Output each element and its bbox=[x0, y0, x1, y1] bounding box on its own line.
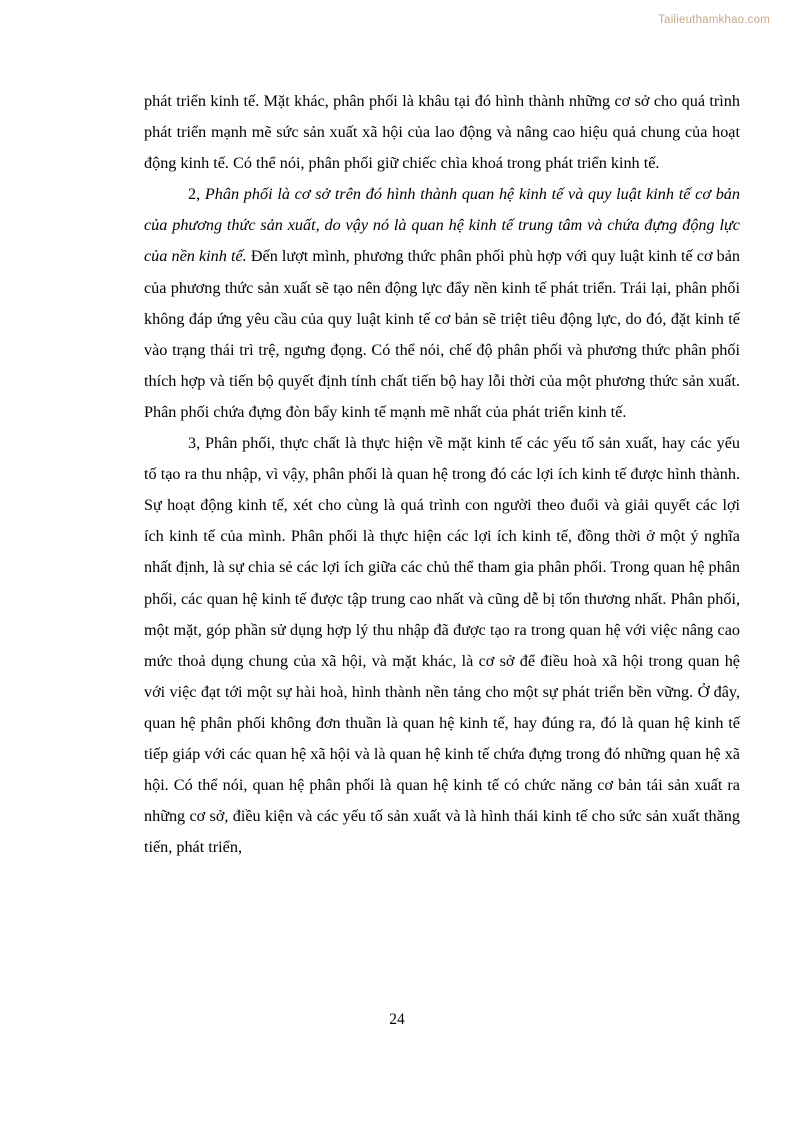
paragraph-text: 3, Phân phối, thực chất là thực hiện về mặt kinh tế các yếu tố sản xuất, hay các yếu tố tạo ra thu nhập, vì vậy, phân phối là quan hệ trong đó các lợi ích kinh tế được hình thành. Sự hoạt động kinh tế, xét cho cùng là quá trình con người theo đuổi và giải quyết các lợi ích kinh tế của mình. Phân phối là thực hiện các lợi ích kinh tế, đồng thời ở một ý nghĩa nhất định, là sự chia sẻ các lợi ích giữa các chủ thể tham gia phân phối. Trong quan hệ phân phối, các quan hệ kinh tế được tập trung cao nhất và cũng dễ bị tổn thương nhất. Phân phối, một mặt, góp phần sử dụng hợp lý thu nhập đã được tạo ra trong quan hệ với việc nâng cao mức thoả dụng chung của xã hội, và mặt khác, là cơ sở để điều hoà xã hội trong quan hệ với việc đạt tới một sự hài hoà, hình thành nền tảng cho một sự phát triển bền vững. Ở đây, quan hệ phân phối không đơn thuần là quan hệ kinh tế, hay đúng ra, đó là quan hệ kinh tế tiếp giáp với các quan hệ xã hội và là quan hệ kinh tế chứa đựng trong đó những quan hệ xã hội. Có thể nói, quan hệ phân phối là quan hệ kinh tế có chức năng cơ bản tái sản xuất ra những cơ sở, điều kiện và các yếu tố sản xuất và là hình thái kinh tế cho sức sản xuất thăng tiến, phát triển, bbox=[144, 434, 740, 857]
page-body bbox=[144, 86, 740, 863]
paragraph bbox=[144, 179, 740, 428]
paragraph bbox=[144, 86, 740, 179]
paragraph-text: Đến lượt mình, phương thức phân phối phù hợp với quy luật kinh tế cơ bản của phương thức sản xuất sẽ tạo nên động lực đẩy nền kinh tế phát triển. Trái lại, phân phối không đáp ứng yêu cầu của quy luật kinh tế cơ bản sẽ triệt tiêu động lực, do đó, đặt kinh tế vào trạng thái trì trệ, ngưng đọng. Có thể nói, chế độ phân phối và phương thức phân phối thích hợp và tiến bộ quyết định tính chất tiến bộ hay lỗi thời của một phương thức sản xuất. Phân phối chứa đựng đòn bẩy kinh tế mạnh mẽ nhất của phát triển kinh tế. bbox=[144, 247, 741, 421]
paragraph-text: phát triển kinh tế. Mặt khác, phân phối là khâu tại đó hình thành những cơ sở cho quá trình phát triển mạnh mẽ sức sản xuất xã hội của lao động và nâng cao hiệu quả chung của hoạt động kinh tế. Có thể nói, phân phối giữ chiếc chìa khoá trong phát triển kinh tế. bbox=[144, 92, 740, 173]
paragraph-emphasis: Phân phối là cơ sở trên đó hình thành quan hệ kinh tế và quy luật kinh tế cơ bản của phương thức sản xuất, do vậy nó là quan hệ kinh tế trung tâm và chứa đựng động lực của nền kinh tế. bbox=[144, 185, 740, 266]
watermark-text: Tailieuthamkhao.com bbox=[658, 14, 770, 26]
paragraph bbox=[144, 428, 740, 863]
page-number: 24 bbox=[389, 1011, 405, 1028]
paragraph-number: 2, bbox=[188, 185, 205, 204]
